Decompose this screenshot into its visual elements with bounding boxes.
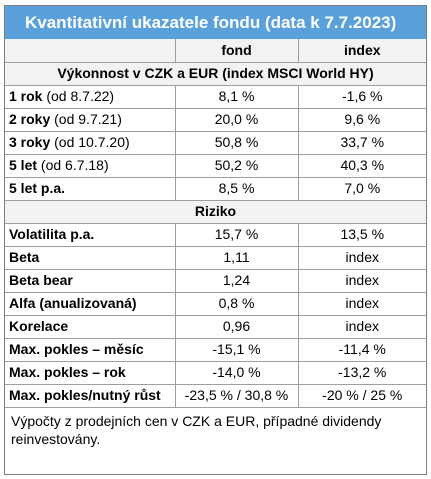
fond-value: 8,5 %	[175, 177, 298, 200]
table-row	[5, 177, 426, 200]
fond-value: 0,8 %	[175, 292, 298, 315]
row-label-bold: Max. pokles/nutný růst	[9, 387, 161, 403]
section-header-risk	[5, 200, 426, 223]
footnote: Výpočty z prodejních cen v CZK a EUR, případné dividendy reinvestovány.	[11, 412, 382, 447]
fond-value: 0,96	[175, 315, 298, 338]
row-label-rest: (od 8.7.22)	[42, 88, 115, 104]
table-row	[5, 131, 426, 154]
index-value: -11,4 %	[298, 338, 426, 361]
row-label	[5, 292, 175, 315]
column-header-row	[5, 39, 426, 62]
row-label	[5, 223, 175, 246]
table-row	[5, 85, 426, 108]
row-label	[5, 269, 175, 292]
row-label-rest: (od 10.7.20)	[50, 134, 130, 150]
row-label-bold: Korelace	[9, 318, 69, 334]
section-header-performance	[5, 62, 426, 85]
header-blank-cell	[5, 39, 175, 62]
row-label-bold: 1 rok	[9, 88, 43, 104]
row-label	[5, 85, 175, 108]
row-label-bold: 2 roky	[9, 111, 51, 127]
indicators-table	[5, 39, 426, 408]
row-label-bold: 3 roky	[9, 134, 51, 150]
row-label	[5, 384, 175, 407]
fond-value: 1,11	[175, 246, 298, 269]
row-label-bold: 5 let	[9, 157, 38, 173]
panel-title: Kvantitativní ukazatele fondu (data k 7.7.2023)	[5, 6, 426, 39]
table-row	[5, 384, 426, 407]
table-row	[5, 154, 426, 177]
table-row	[5, 269, 426, 292]
column-header-fond: fond	[175, 39, 298, 62]
row-label	[5, 361, 175, 384]
fond-value: 8,1 %	[175, 85, 298, 108]
row-label-rest: (od 6.7.18)	[37, 157, 109, 173]
row-label	[5, 315, 175, 338]
index-value: 40,3 %	[298, 154, 426, 177]
index-value: index	[298, 246, 426, 269]
index-value: -1,6 %	[298, 85, 426, 108]
row-label-bold: Alfa (anualizovaná)	[9, 295, 137, 311]
fond-value: 20,0 %	[175, 108, 298, 131]
row-label-bold: 5 let p.a.	[9, 180, 66, 196]
index-value: 13,5 %	[298, 223, 426, 246]
table-row	[5, 108, 426, 131]
row-label	[5, 246, 175, 269]
table-row	[5, 292, 426, 315]
row-label	[5, 154, 175, 177]
index-value: -20 % / 25 %	[298, 384, 426, 407]
row-label-bold: Volatilita p.a.	[9, 226, 95, 242]
row-label	[5, 177, 175, 200]
table-row	[5, 361, 426, 384]
row-label-bold: Max. pokles – rok	[9, 364, 126, 380]
row-label-bold: Beta bear	[9, 272, 73, 288]
row-label	[5, 108, 175, 131]
fund-indicators-panel	[4, 5, 427, 475]
fond-value: 50,2 %	[175, 154, 298, 177]
fond-value: -14,0 %	[175, 361, 298, 384]
table-row	[5, 246, 426, 269]
table-row	[5, 223, 426, 246]
fond-value: -15,1 %	[175, 338, 298, 361]
index-value: -13,2 %	[298, 361, 426, 384]
row-label-rest: (od 9.7.21)	[50, 111, 122, 127]
table-row	[5, 315, 426, 338]
table-row	[5, 338, 426, 361]
row-label-bold: Max. pokles – měsíc	[9, 341, 144, 357]
fond-value: -23,5 % / 30,8 %	[175, 384, 298, 407]
index-value: index	[298, 315, 426, 338]
index-value: 9,6 %	[298, 108, 426, 131]
row-label	[5, 131, 175, 154]
fond-value: 15,7 %	[175, 223, 298, 246]
index-value: index	[298, 292, 426, 315]
section-label: Výkonnost v CZK a EUR (index MSCI World HY)	[5, 62, 426, 85]
section-label: Riziko	[5, 200, 426, 223]
row-label-bold: Beta	[9, 249, 40, 265]
row-label	[5, 338, 175, 361]
index-value: index	[298, 269, 426, 292]
fond-value: 50,8 %	[175, 131, 298, 154]
column-header-index: index	[298, 39, 426, 62]
index-value: 33,7 %	[298, 131, 426, 154]
fond-value: 1,24	[175, 269, 298, 292]
index-value: 7,0 %	[298, 177, 426, 200]
